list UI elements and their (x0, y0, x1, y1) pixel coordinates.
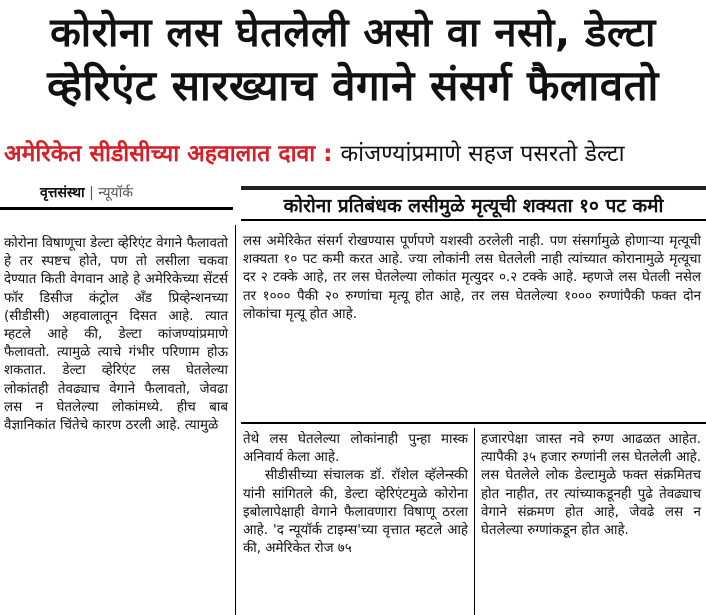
sidebar-heading: कोरोना प्रतिबंधक लसीमुळे मृत्यूची शक्यता १० पट कमी (241, 186, 706, 218)
sidebar-heading-rule (241, 219, 706, 221)
column-divider-2 (474, 428, 475, 615)
article-paragraph: हजारपेक्षा जास्त नवे रुग्ण आढळत आहेत. त्यापैकी ३५ हजार रुग्णांनी लस घेतलेली आहे. लस घेतलेले लोक डेल्टामुळे फक्त संक्रमितच होत नाहीत, तर त्यांच्याकडूनही पुढे तेवढ्याच वेगाने संक्रमण होत आहे, जेवढे लस न घेतलेल्या रुग्णांकडून होत आहे. (481, 432, 701, 539)
subheadline-claim: अमेरिकेत सीडीसीच्या अहवालात दावा : (4, 141, 333, 167)
article-paragraph: कोरोना विषाणूचा डेल्टा व्हेरिएंट वेगाने फैलावतो हे तर स्पष्टच होते, पण तो लसीला चकवा देण्यात किती वेगवान आहे हे अमेरिकेच्या सेंटर्स फॉर डिसीज कंट्रोल अँड प्रिव्हेन्शनच्या (सीडीसी) अहवालातून दिसत आहे. त्यात म्हटले आहे की, डेल्टा कांजण्यांप्रमाणे फैलावतो. त्यामुळे त्याचे गंभीर परिणाम होऊ शकतात. डेल्टा व्हेरिएंट लस घेतलेल्या लोकांतही तेवढ्याच वेगाने फैलावतो, जेवढा लस न घेतलेल्या लोकांमध्ये. हीच बाब वैज्ञानिकांत चिंतेचे कारण ठरली आहे. त्यामुळे (4, 236, 228, 434)
sidebar-text: लस अमेरिकेत संसर्ग रोखण्यास पूर्णपणे यशस्वी ठरलेली नाही. पण संसर्गामुळे होणाऱ्या मृत्यूची शक्यता १० पट कमी करत आहे. ज्या लोकांनी लस घेतलेली नाही त्यांच्यात कोरानामुळे मृत्यूचा दर २ टक्के आहे, तर लस घेतलेल्या लोकांत मृत्युदर ०.२ टक्के आहे. म्हणजे लस घेतली नसेल तर १००० पैकी २० रुग्णांचा मृत्यू होत आहे, तर लस घेतलेल्या १००० रुग्णांपैकी फक्त दोन लोकांचा मृत्यू होत आहे. (243, 234, 701, 322)
article-paragraph: तेथे लस घेतलेल्या लोकांनाही पुन्हा मास्क अनिवार्य केला आहे. (243, 432, 468, 466)
article-column-1 (4, 235, 228, 435)
article-column-2 (243, 431, 468, 558)
headline-line-1: कोरोना लस घेतलेली असो वा नसो, डेल्टा (50, 10, 656, 56)
sidebar-box-bottom-rule (241, 422, 706, 424)
subheadline-summary: कांजण्यांप्रमाणे सहज पसरतो डेल्टा (340, 141, 625, 167)
article-paragraph: सीडीसीच्या संचालक डॉ. रॉशेल व्हॅलेन्स्की यांनी सांगितले की, डेल्टा व्हेरिएंटमुळे कोरोना इबोलापेक्षाही वेगाने फैलावणारा विषाणू ठरला आहे. 'द न्यूयॉर्क टाइम्स'च्या वृत्तात म्हटले आहे की, अमेरिकेत रोज ७५ (243, 468, 468, 557)
column-divider-1 (235, 225, 236, 615)
dateline (40, 183, 133, 202)
headline-line-2: व्हेरिएंट सारख्याच वेगाने संसर्ग फैलावतो (47, 61, 659, 110)
article-column-3 (481, 431, 701, 540)
top-rule-left (0, 207, 233, 210)
dateline-city: न्यूयॉर्क (98, 185, 134, 201)
dateline-separator: | (89, 185, 94, 201)
sidebar-box (243, 233, 701, 324)
subheadline (4, 136, 704, 168)
dateline-source: वृत्तसंस्था (40, 185, 85, 201)
